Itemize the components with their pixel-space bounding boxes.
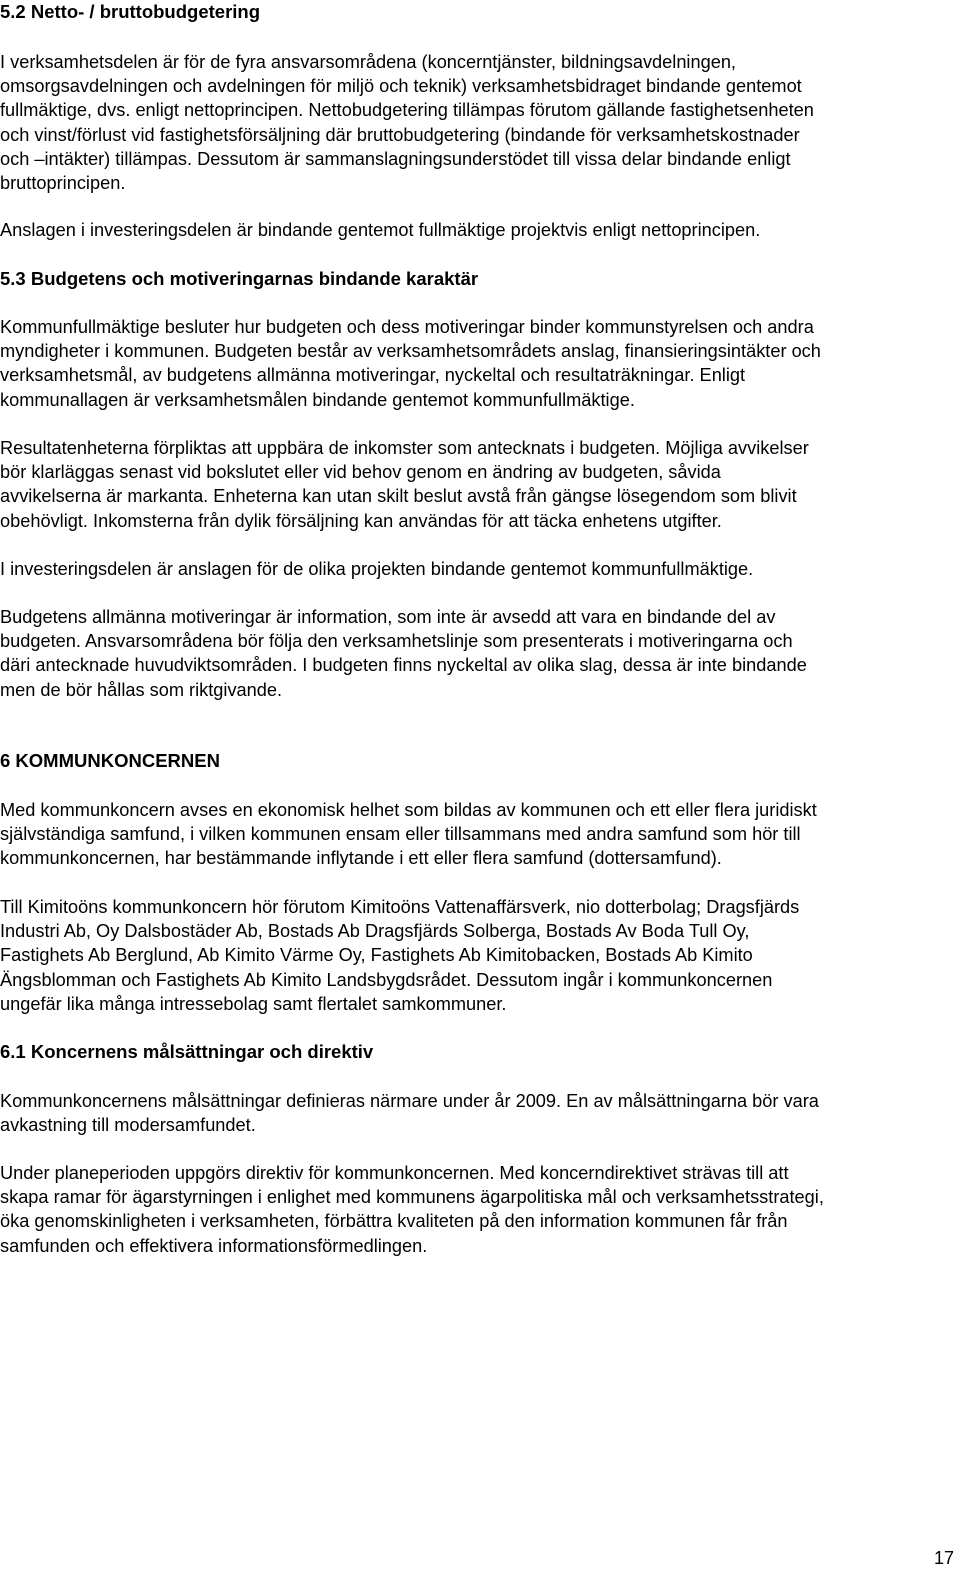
text-line: avkastning till modersamfundet.	[0, 1115, 256, 1136]
text-line: obehövligt. Inkomsterna från dylik försäljning kan användas för att täcka enhetens utgifter.	[0, 510, 722, 531]
text-line: men de bör hållas som riktgivande.	[0, 679, 283, 700]
text-line: I investeringsdelen är anslagen för de olika projekten bindande gentemot kommunfullmäktige.	[0, 559, 754, 579]
paragraph	[0, 1089, 956, 1137]
text-line: kommunallagen är verksamhetsmålen bindande gentemot kommunfullmäktige.	[0, 389, 635, 410]
text-line: samfunden och effektivera informationsförmedlingen.	[0, 1235, 428, 1256]
text-line: Budgetens allmänna motiveringar är information, som inte är avsedd att vara en bindande del av	[0, 607, 776, 627]
page-number: 17	[933, 1548, 954, 1568]
text-line: öka genomskinligheten i verksamheten, förbättra kvaliteten på den information kommunen får från	[0, 1211, 788, 1232]
text-line: skapa ramar för ägarstyrningen i enlighet med kommunens ägarpolitiska mål och verksamhetsstrategi,	[0, 1187, 824, 1208]
paragraph	[0, 895, 956, 1016]
text-line: Ängsblomman och Fastighets Ab Kimito Landsbygdsrådet. Dessutom ingår i kommunkoncernen	[0, 969, 773, 990]
paragraph	[0, 798, 956, 871]
text-line: Fastighets Ab Berglund, Ab Kimito Värme Oy, Fastighets Ab Kimitobacken, Bostads Ab Kimito	[0, 945, 753, 966]
text-line: avvikelserna är markanta. Enheterna kan utan skilt beslut avstå från gängse lösegendom som blivit	[0, 486, 797, 507]
text-line: Under planeperioden uppgörs direktiv för kommunkoncernen. Med koncerndirektivet strävas till att	[0, 1163, 789, 1183]
paragraph	[0, 50, 956, 195]
text-line: självständiga samfund, i vilken kommunen ensam eller tillsammans med andra samfund som hör till	[0, 824, 801, 845]
paragraph	[0, 557, 956, 581]
text-line: Industri Ab, Oy Dalsbostäder Ab, Bostads Ab Dragsfjärds Solberga, Bostads Av Boda Tull Oy,	[0, 921, 750, 942]
paragraph	[0, 218, 956, 242]
paragraph	[0, 436, 956, 533]
text-line: och –intäkter) tillämpas. Dessutom är sammanslagningsunderstödet till vissa delar bindande enligt	[0, 148, 791, 169]
section-heading-5-3: 5.3 Budgetens och motiveringarnas bindande karaktär	[0, 268, 479, 289]
section-heading-6: 6 KOMMUNKONCERNEN	[0, 750, 220, 771]
text-line: däri antecknade huvudviktsområden. I budgeten finns nyckeltal av olika slag, dessa är inte bindande	[0, 655, 807, 676]
text-line: bruttoprincipen.	[0, 173, 126, 194]
text-line: bör klarläggas senast vid bokslutet eller vid behov genom en ändring av budgeten, såvida	[0, 462, 721, 483]
text-line: Kommunkoncernens målsättningar definieras närmare under år 2009. En av målsättningarna bör vara	[0, 1091, 819, 1111]
text-line: ungefär lika många intressebolag samt flertalet samkommuner.	[0, 993, 507, 1014]
paragraph	[0, 605, 956, 702]
text-line: Till Kimitoöns kommunkoncern hör förutom Kimitoöns Vattenaffärsverk, nio dotterbolag; Dragsfjärds	[0, 897, 800, 917]
text-line: verksamhetsmål, av budgetens allmänna motiveringar, nyckeltal och resultaträkningar. Enligt	[0, 365, 746, 386]
text-line: Resultatenheterna förpliktas att uppbära de inkomster som antecknats i budgeten. Möjliga avvikelser	[0, 438, 809, 458]
text-line: Med kommunkoncern avses en ekonomisk helhet som bildas av kommunen och ett eller flera juridiskt	[0, 800, 817, 820]
section-heading-6-1: 6.1 Koncernens målsättningar och direktiv	[0, 1041, 374, 1062]
text-line: Anslagen i investeringsdelen är bindande gentemot fullmäktige projektvis enligt nettoprincipen.	[0, 220, 761, 240]
text-line: kommunkoncernen, har bestämmande inflytande i ett eller flera samfund (dottersamfund).	[0, 848, 722, 869]
text-line: budgeten. Ansvarsområdena bör följa den verksamhetslinje som presenterats i motiveringarna och	[0, 631, 793, 652]
text-line: I verksamhetsdelen är för de fyra ansvarsområdena (koncerntjänster, bildningsavdelningen,	[0, 52, 736, 72]
section-heading-5-2: 5.2 Netto- / bruttobudgetering	[0, 1, 261, 22]
text-line: myndigheter i kommunen. Budgeten består av verksamhetsområdets anslag, finansieringsintäkter och	[0, 341, 821, 362]
text-line: fullmäktige, dvs. enligt nettoprincipen. Nettobudgetering tillämpas förutom gällande fastighetsenheten	[0, 100, 814, 121]
paragraph	[0, 1161, 956, 1258]
text-line: Kommunfullmäktige besluter hur budgeten och dess motiveringar binder kommunstyrelsen och andra	[0, 317, 814, 337]
text-line: omsorgsavdelningen och avdelningen för miljö och teknik) verksamhetsbidraget bindande gentemot	[0, 76, 802, 97]
paragraph	[0, 315, 956, 412]
text-line: och vinst/förlust vid fastighetsförsäljning där bruttobudgetering (bindande för verksamhetskostnader	[0, 124, 800, 145]
